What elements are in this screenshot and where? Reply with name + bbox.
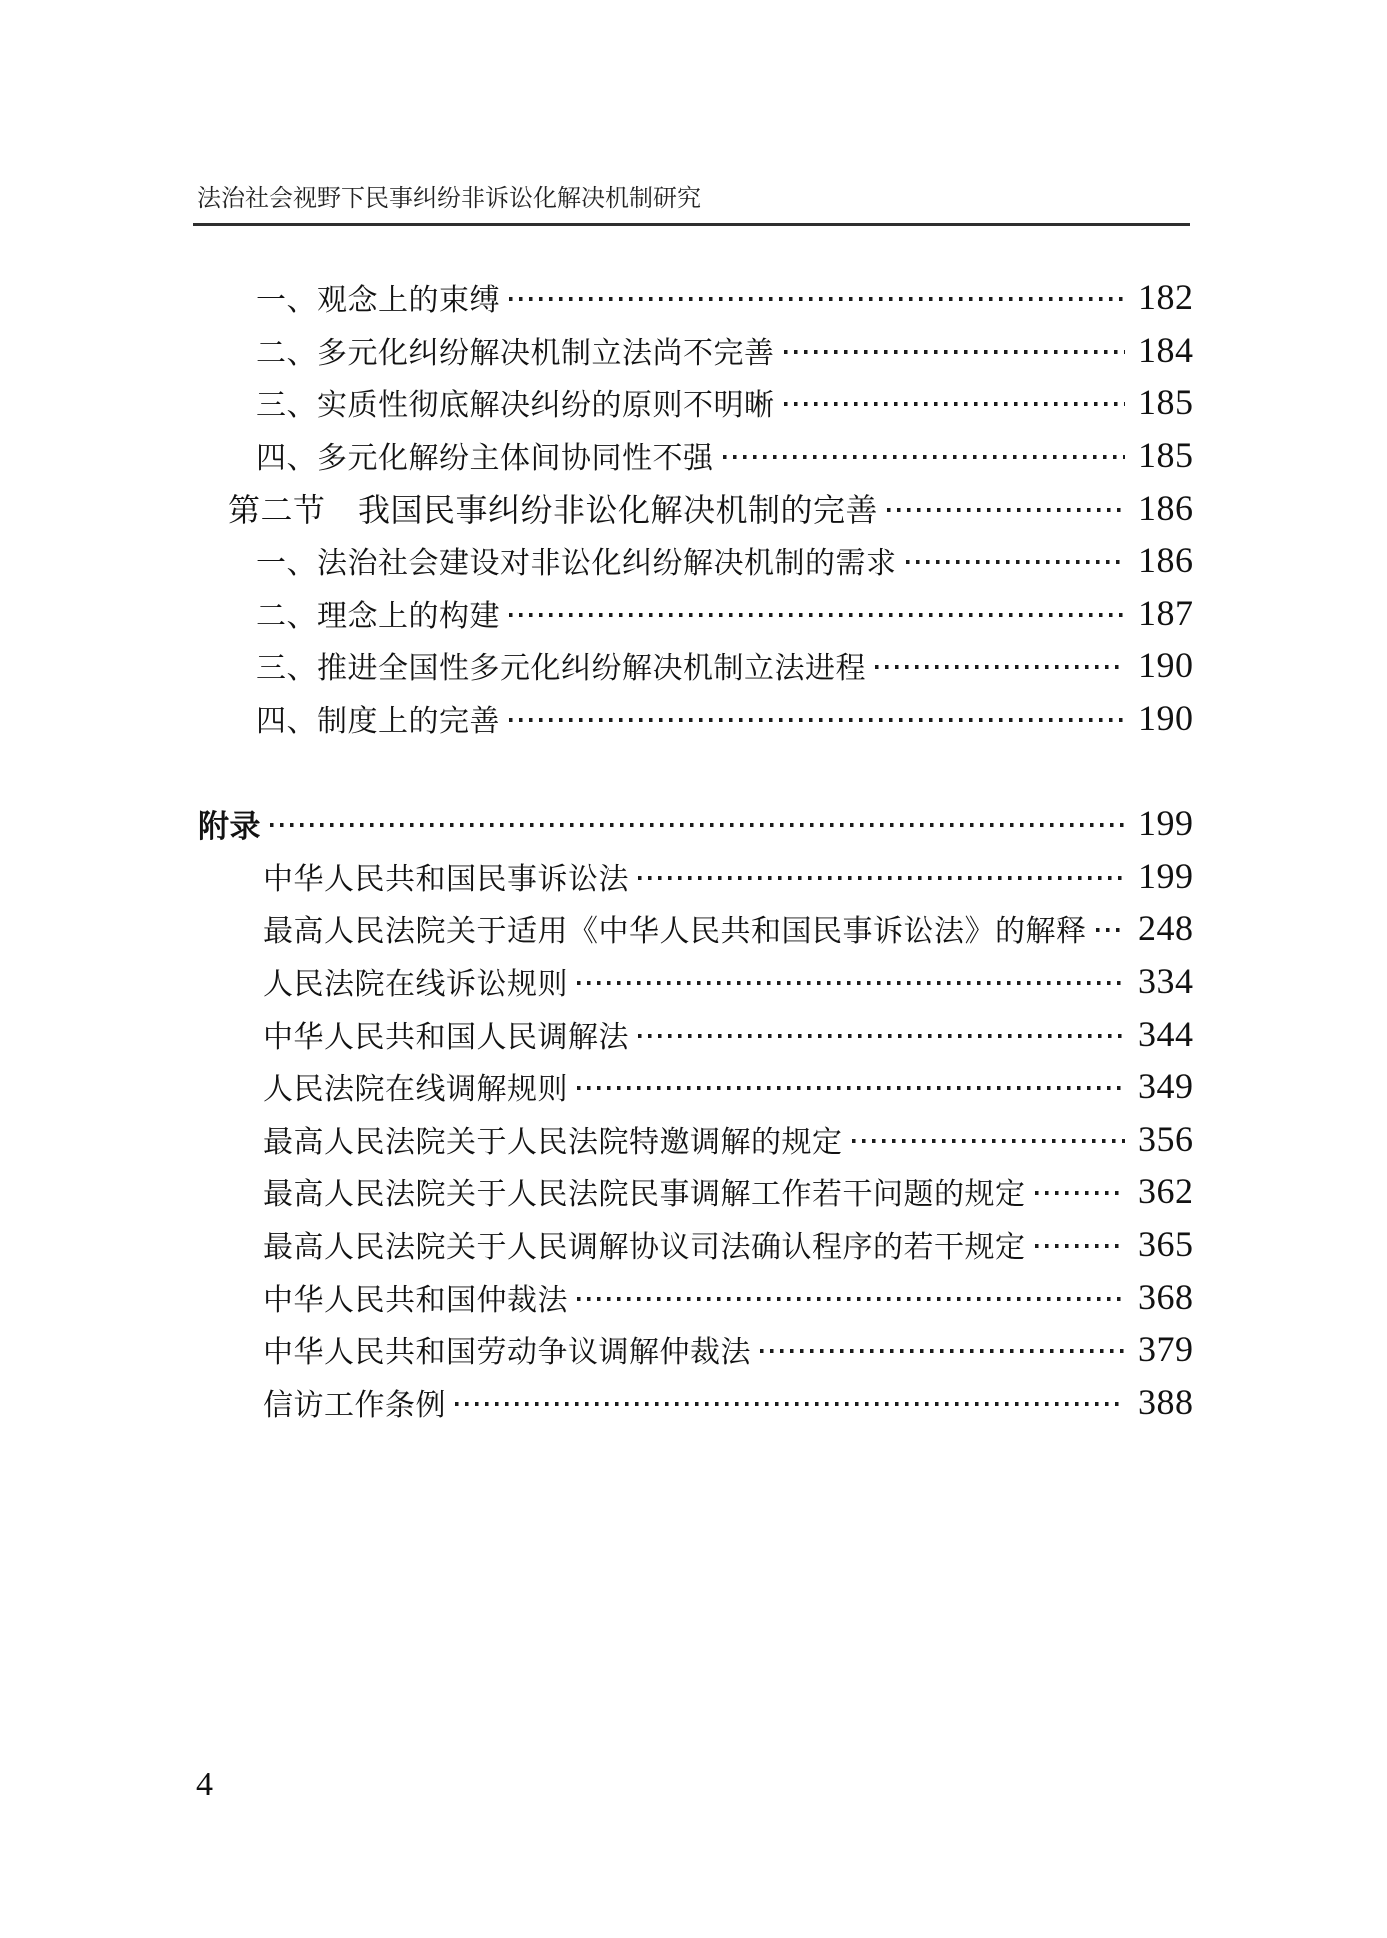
- toc-entry-page: 365: [1138, 1223, 1194, 1264]
- toc-entry: [190, 1113, 1194, 1166]
- dot-leader: [906, 560, 1126, 564]
- dot-leader: [784, 402, 1126, 406]
- toc-entry-page: 379: [1138, 1329, 1194, 1370]
- dot-leader: [455, 1402, 1125, 1406]
- running-header-title: 法治社会视野下民事纠纷非诉讼化解决机制研究: [197, 185, 701, 212]
- toc-entry: [190, 639, 1194, 692]
- toc-entry: [190, 797, 1194, 850]
- dot-leader: [852, 1139, 1126, 1143]
- toc-entry-page: 362: [1138, 1171, 1194, 1212]
- toc-entry: [190, 902, 1194, 955]
- toc-entry-page: 344: [1138, 1013, 1194, 1054]
- toc-entry-page: 182: [1138, 277, 1194, 318]
- toc-entry-page: 186: [1138, 540, 1194, 581]
- dot-leader: [577, 1086, 1125, 1090]
- toc-entry-title: 中华人民共和国劳动争议调解仲裁法: [263, 1336, 751, 1370]
- toc-entry-title: 三、推进全国性多元化纠纷解决机制立法进程: [256, 652, 866, 686]
- dot-leader: [638, 876, 1125, 880]
- dot-leader: [1035, 1191, 1126, 1195]
- running-header: [193, 183, 1190, 226]
- toc-entry-page: 368: [1138, 1276, 1194, 1317]
- toc-entry-page: 199: [1138, 803, 1194, 844]
- dot-leader: [1035, 1244, 1126, 1248]
- toc-entry-title: 中华人民共和国仲裁法: [263, 1283, 568, 1317]
- page-number: 4: [196, 1766, 213, 1803]
- toc-entry-title: 第二节 我国民事纠纷非讼化解决机制的完善: [228, 491, 879, 528]
- toc-entry: [190, 955, 1194, 1008]
- toc-entry-title: 最高人民法院关于人民法院特邀调解的规定: [263, 1125, 843, 1159]
- toc-entry-title: 人民法院在线诉讼规则: [263, 968, 568, 1002]
- toc-entry-title: 中华人民共和国民事诉讼法: [263, 862, 629, 896]
- toc-entry-page: 388: [1138, 1381, 1194, 1422]
- toc-entry-page: 185: [1138, 382, 1194, 423]
- toc-entry: [190, 1323, 1194, 1376]
- toc-entry-title: 信访工作条例: [263, 1388, 446, 1422]
- toc-entry-page: 349: [1138, 1066, 1194, 1107]
- toc-entry-page: 199: [1138, 855, 1194, 896]
- dot-leader: [638, 1034, 1125, 1038]
- toc-entry: [190, 1270, 1194, 1323]
- toc-entry-title: 最高人民法院关于适用《中华人民共和国民事诉讼法》的解释: [263, 915, 1087, 949]
- toc-entry-title: 人民法院在线调解规则: [263, 1073, 568, 1107]
- toc-entry: [190, 481, 1194, 534]
- toc-entry-title: 三、实质性彻底解决纠纷的原则不明晰: [256, 389, 775, 423]
- toc-entry-title: 最高人民法院关于人民调解协议司法确认程序的若干规定: [263, 1230, 1026, 1264]
- dot-leader: [270, 823, 1125, 827]
- dot-leader: [875, 665, 1125, 669]
- toc-entry-title: 一、观念上的束缚: [256, 284, 500, 318]
- toc-entry-page: 186: [1138, 487, 1194, 528]
- toc-entry-page: 356: [1138, 1118, 1194, 1159]
- toc-entry: [190, 1060, 1194, 1113]
- toc-entry-page: 334: [1138, 961, 1194, 1002]
- toc-entry: [190, 1218, 1194, 1271]
- toc-entry: [190, 1375, 1194, 1428]
- toc-entry-title: 中华人民共和国人民调解法: [263, 1020, 629, 1054]
- running-header-rule: [193, 223, 1190, 226]
- toc-entry-page: 184: [1138, 329, 1194, 370]
- toc-entry-page: 187: [1138, 592, 1194, 633]
- toc-entry: [190, 692, 1194, 745]
- dot-leader: [509, 297, 1125, 301]
- dot-leader: [887, 508, 1125, 512]
- toc-entry: [190, 271, 1194, 324]
- toc-entry-title: 二、多元化纠纷解决机制立法尚不完善: [256, 336, 775, 370]
- toc-entry: [190, 376, 1194, 429]
- dot-leader: [577, 1297, 1125, 1301]
- toc-entry-page: 190: [1138, 645, 1194, 686]
- toc-entry-title: 附录: [198, 808, 261, 844]
- toc-entry: [190, 429, 1194, 482]
- toc-entry-page: 185: [1138, 435, 1194, 476]
- dot-leader: [760, 1349, 1125, 1353]
- toc-entry: [190, 587, 1194, 640]
- dot-leader: [1096, 928, 1126, 932]
- dot-leader: [723, 455, 1126, 459]
- toc-entry: [190, 534, 1194, 587]
- dot-leader: [577, 981, 1125, 985]
- toc-entry-title: 四、多元化解纷主体间协同性不强: [256, 442, 714, 476]
- toc-entry-title: 一、法治社会建设对非讼化纠纷解决机制的需求: [256, 547, 897, 581]
- toc-entry-page: 190: [1138, 698, 1194, 739]
- toc-entry-title: 最高人民法院关于人民法院民事调解工作若干问题的规定: [263, 1178, 1026, 1212]
- toc-entry: [190, 1007, 1194, 1060]
- dot-leader: [509, 613, 1125, 617]
- dot-leader: [784, 350, 1126, 354]
- toc-entry: [190, 1165, 1194, 1218]
- toc-entry-title: 二、理念上的构建: [256, 599, 500, 633]
- toc-entry: [190, 324, 1194, 377]
- toc-entry: [190, 850, 1194, 903]
- toc-entry-title: 四、制度上的完善: [256, 705, 500, 739]
- toc-entry-page: 248: [1138, 908, 1194, 949]
- dot-leader: [509, 718, 1125, 722]
- toc-list: [190, 271, 1194, 1428]
